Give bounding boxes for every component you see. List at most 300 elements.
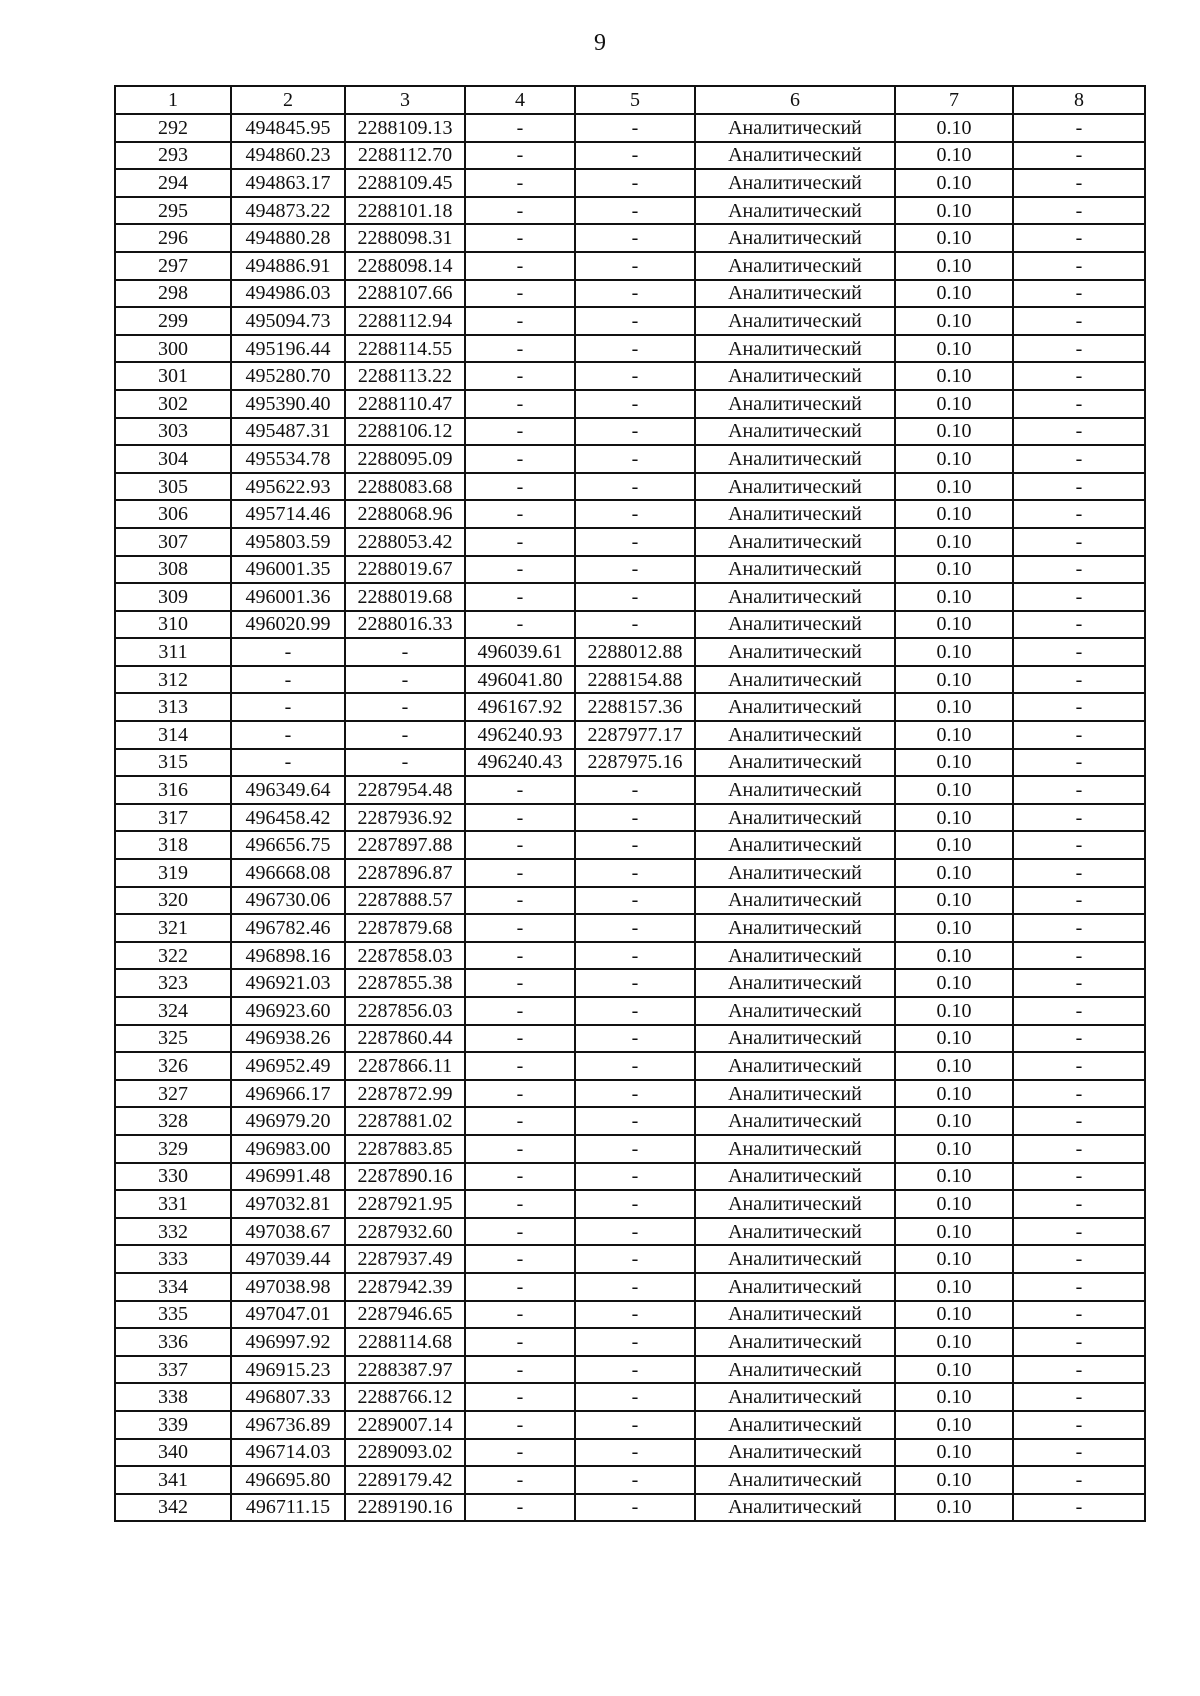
table-cell: 494986.03 [231, 280, 345, 308]
table-cell: 2287977.17 [575, 721, 695, 749]
page-number: 9 [594, 30, 606, 56]
table-cell: 2288012.88 [575, 638, 695, 666]
table-row [115, 1080, 1145, 1108]
table-cell: - [575, 997, 695, 1025]
table-cell: 0.10 [895, 362, 1013, 390]
table-cell: - [465, 1163, 575, 1191]
table-cell: - [575, 224, 695, 252]
table-cell: 0.10 [895, 390, 1013, 418]
table-cell: Аналитический [695, 1301, 895, 1329]
table-cell: - [1013, 638, 1145, 666]
table-cell: 2288098.31 [345, 224, 465, 252]
table-cell: 0.10 [895, 1273, 1013, 1301]
table-cell: - [575, 362, 695, 390]
column-header-3: 3 [345, 86, 465, 114]
column-header-8: 8 [1013, 86, 1145, 114]
table-cell: - [465, 473, 575, 501]
table-cell: 339 [115, 1411, 231, 1439]
table-cell: 332 [115, 1218, 231, 1246]
table-cell: 496656.75 [231, 831, 345, 859]
table-cell: - [1013, 1273, 1145, 1301]
table-cell: 0.10 [895, 1080, 1013, 1108]
table-cell: - [465, 224, 575, 252]
table-cell: 0.10 [895, 307, 1013, 335]
table-cell: 0.10 [895, 335, 1013, 363]
table-cell: - [1013, 942, 1145, 970]
table-row [115, 169, 1145, 197]
table-cell: 496167.92 [465, 693, 575, 721]
table-cell: 2288098.14 [345, 252, 465, 280]
table-cell: - [465, 1466, 575, 1494]
table-cell: 319 [115, 859, 231, 887]
table-cell: Аналитический [695, 307, 895, 335]
table-cell: - [1013, 197, 1145, 225]
table-cell: Аналитический [695, 749, 895, 777]
table-row [115, 114, 1145, 142]
table-cell: - [1013, 1356, 1145, 1384]
table-cell: 2288110.47 [345, 390, 465, 418]
table-cell: - [465, 197, 575, 225]
table-row [115, 335, 1145, 363]
table-cell: 310 [115, 611, 231, 639]
table-cell: - [1013, 418, 1145, 446]
table-cell: 327 [115, 1080, 231, 1108]
table-row [115, 583, 1145, 611]
table-cell: Аналитический [695, 252, 895, 280]
table-cell: 331 [115, 1190, 231, 1218]
table-cell: - [465, 556, 575, 584]
table-cell: 0.10 [895, 1301, 1013, 1329]
table-cell: Аналитический [695, 1080, 895, 1108]
table-cell: 2287975.16 [575, 749, 695, 777]
table-cell: Аналитический [695, 1025, 895, 1053]
table-cell: - [575, 445, 695, 473]
table-cell: - [575, 528, 695, 556]
table-cell: 306 [115, 500, 231, 528]
table-cell: 0.10 [895, 142, 1013, 170]
table-cell: 2287936.92 [345, 804, 465, 832]
table-cell: - [1013, 1494, 1145, 1522]
table-row [115, 1328, 1145, 1356]
table-cell: 0.10 [895, 969, 1013, 997]
table-cell: - [465, 1439, 575, 1467]
table-cell: 2289093.02 [345, 1439, 465, 1467]
table-cell: 2288106.12 [345, 418, 465, 446]
table-cell: 496714.03 [231, 1439, 345, 1467]
table-cell: Аналитический [695, 362, 895, 390]
table-cell: Аналитический [695, 1163, 895, 1191]
column-header-6: 6 [695, 86, 895, 114]
table-cell: - [1013, 887, 1145, 915]
table-cell: 2289179.42 [345, 1466, 465, 1494]
table-cell: 318 [115, 831, 231, 859]
table-cell: 311 [115, 638, 231, 666]
table-row [115, 997, 1145, 1025]
table-cell: 300 [115, 335, 231, 363]
table-cell: 325 [115, 1025, 231, 1053]
table-cell: 2287856.03 [345, 997, 465, 1025]
table-cell: - [575, 1301, 695, 1329]
table-cell: - [575, 1025, 695, 1053]
table-row [115, 721, 1145, 749]
table-cell: 2288157.36 [575, 693, 695, 721]
table-cell: - [1013, 914, 1145, 942]
table-cell: 2288114.55 [345, 335, 465, 363]
table-cell: - [1013, 1245, 1145, 1273]
table-cell: 0.10 [895, 749, 1013, 777]
table-cell: 0.10 [895, 418, 1013, 446]
table-cell: 496997.92 [231, 1328, 345, 1356]
table-cell: - [345, 666, 465, 694]
table-cell: - [465, 859, 575, 887]
table-cell: 301 [115, 362, 231, 390]
table-cell: - [465, 942, 575, 970]
table-cell: - [465, 169, 575, 197]
table-row [115, 1107, 1145, 1135]
table-cell: Аналитический [695, 1356, 895, 1384]
table-cell: - [465, 307, 575, 335]
table-cell: 2288109.13 [345, 114, 465, 142]
table-cell: Аналитический [695, 169, 895, 197]
table-cell: - [1013, 1218, 1145, 1246]
table-cell: 304 [115, 445, 231, 473]
table-cell: Аналитический [695, 1466, 895, 1494]
table-cell: - [1013, 583, 1145, 611]
table-cell: 2287897.88 [345, 831, 465, 859]
table-cell: - [1013, 1190, 1145, 1218]
table-cell: - [465, 1494, 575, 1522]
table-row [115, 528, 1145, 556]
table-cell: - [345, 638, 465, 666]
table-cell: 0.10 [895, 611, 1013, 639]
table-row [115, 142, 1145, 170]
table-cell: - [465, 418, 575, 446]
table-cell: 313 [115, 693, 231, 721]
table-cell: 495714.46 [231, 500, 345, 528]
table-cell: Аналитический [695, 142, 895, 170]
table-cell: 496695.80 [231, 1466, 345, 1494]
table-cell: Аналитический [695, 528, 895, 556]
table-cell: 496730.06 [231, 887, 345, 915]
table-row [115, 473, 1145, 501]
table-cell: - [575, 1218, 695, 1246]
table-cell: 0.10 [895, 280, 1013, 308]
table-cell: 309 [115, 583, 231, 611]
table-cell: - [465, 1218, 575, 1246]
table-cell: - [575, 804, 695, 832]
table-cell: - [1013, 362, 1145, 390]
table-cell: 0.10 [895, 528, 1013, 556]
table-row [115, 1383, 1145, 1411]
column-header-1: 1 [115, 86, 231, 114]
table-cell: 316 [115, 776, 231, 804]
table-cell: - [575, 1383, 695, 1411]
table-cell: 2287896.87 [345, 859, 465, 887]
table-cell: - [575, 1190, 695, 1218]
table-cell: - [575, 914, 695, 942]
table-cell: - [1013, 776, 1145, 804]
table-cell: 2287946.65 [345, 1301, 465, 1329]
table-cell: Аналитический [695, 583, 895, 611]
table-cell: 0.10 [895, 1494, 1013, 1522]
table-cell: - [1013, 1135, 1145, 1163]
table-cell: 496991.48 [231, 1163, 345, 1191]
table-cell: - [1013, 693, 1145, 721]
table-cell: 496923.60 [231, 997, 345, 1025]
table-cell: 495280.70 [231, 362, 345, 390]
table-cell: - [575, 142, 695, 170]
table-cell: 2288095.09 [345, 445, 465, 473]
table-cell: Аналитический [695, 1245, 895, 1273]
table-cell: 496001.35 [231, 556, 345, 584]
table-cell: 328 [115, 1107, 231, 1135]
table-cell: 0.10 [895, 224, 1013, 252]
table-cell: 297 [115, 252, 231, 280]
table-cell: - [231, 721, 345, 749]
table-cell: 341 [115, 1466, 231, 1494]
table-cell: Аналитический [695, 914, 895, 942]
table-cell: Аналитический [695, 418, 895, 446]
table-row [115, 1163, 1145, 1191]
table-cell: - [465, 969, 575, 997]
table-cell: 0.10 [895, 445, 1013, 473]
table-cell: 0.10 [895, 1466, 1013, 1494]
table-cell: Аналитический [695, 1135, 895, 1163]
table-cell: 0.10 [895, 997, 1013, 1025]
table-header [115, 86, 1145, 114]
table-cell: 2287890.16 [345, 1163, 465, 1191]
table-cell: - [465, 1383, 575, 1411]
table-cell: 2288154.88 [575, 666, 695, 694]
table-cell: - [1013, 142, 1145, 170]
table-row [115, 1273, 1145, 1301]
table-cell: 497032.81 [231, 1190, 345, 1218]
table-cell: - [575, 1273, 695, 1301]
table-cell: - [1013, 1439, 1145, 1467]
table-cell: 338 [115, 1383, 231, 1411]
table-cell: - [465, 997, 575, 1025]
table-cell: 330 [115, 1163, 231, 1191]
table-cell: 294 [115, 169, 231, 197]
table-cell: - [465, 362, 575, 390]
table-cell: - [465, 142, 575, 170]
table-row [115, 749, 1145, 777]
table-row [115, 280, 1145, 308]
table-cell: Аналитический [695, 831, 895, 859]
table-cell: 293 [115, 142, 231, 170]
table-cell: Аналитический [695, 1494, 895, 1522]
table-cell: 326 [115, 1052, 231, 1080]
table-cell: - [465, 280, 575, 308]
table-cell: 0.10 [895, 1383, 1013, 1411]
table-cell: - [575, 473, 695, 501]
table-cell: 2287932.60 [345, 1218, 465, 1246]
table-cell: - [575, 1163, 695, 1191]
table-cell: 2288083.68 [345, 473, 465, 501]
column-header-2: 2 [231, 86, 345, 114]
table-cell: Аналитический [695, 859, 895, 887]
table-cell: - [465, 831, 575, 859]
table-cell: 496938.26 [231, 1025, 345, 1053]
column-header-5: 5 [575, 86, 695, 114]
table-cell: 496039.61 [465, 638, 575, 666]
table-cell: - [1013, 473, 1145, 501]
table-cell: 303 [115, 418, 231, 446]
table-cell: 333 [115, 1245, 231, 1273]
table-cell: - [1013, 1301, 1145, 1329]
table-cell: 2287888.57 [345, 887, 465, 915]
table-cell: 298 [115, 280, 231, 308]
table-cell: 342 [115, 1494, 231, 1522]
table-cell: - [1013, 500, 1145, 528]
table-cell: - [465, 252, 575, 280]
table-row [115, 611, 1145, 639]
table-cell: - [1013, 1466, 1145, 1494]
table-cell: 307 [115, 528, 231, 556]
table-cell: 0.10 [895, 1439, 1013, 1467]
table-cell: - [575, 887, 695, 915]
table-cell: 496668.08 [231, 859, 345, 887]
table-cell: - [1013, 1107, 1145, 1135]
table-cell: 2288107.66 [345, 280, 465, 308]
table-row [115, 942, 1145, 970]
table-cell: 2288113.22 [345, 362, 465, 390]
table-cell: - [1013, 445, 1145, 473]
table-cell: - [1013, 666, 1145, 694]
table-row [115, 390, 1145, 418]
table-cell: - [465, 1052, 575, 1080]
table-row [115, 362, 1145, 390]
table-cell: 321 [115, 914, 231, 942]
table-cell: 496001.36 [231, 583, 345, 611]
table-cell: 496782.46 [231, 914, 345, 942]
table-cell: 0.10 [895, 1245, 1013, 1273]
table-cell: 496240.43 [465, 749, 575, 777]
table-cell: - [465, 1190, 575, 1218]
table-cell: 495094.73 [231, 307, 345, 335]
table-row [115, 500, 1145, 528]
table-cell: - [575, 114, 695, 142]
table-cell: - [575, 1052, 695, 1080]
table-cell: - [575, 1494, 695, 1522]
table-cell: - [575, 776, 695, 804]
table-cell: Аналитический [695, 666, 895, 694]
table-cell: Аналитический [695, 1107, 895, 1135]
table-cell: - [575, 1107, 695, 1135]
table-cell: 495622.93 [231, 473, 345, 501]
table-cell: 0.10 [895, 197, 1013, 225]
table-cell: 2287858.03 [345, 942, 465, 970]
table-cell: - [465, 887, 575, 915]
table-row [115, 859, 1145, 887]
table-cell: 494886.91 [231, 252, 345, 280]
table-cell: - [575, 1356, 695, 1384]
table-cell: 334 [115, 1273, 231, 1301]
table-cell: 495487.31 [231, 418, 345, 446]
table-cell: 0.10 [895, 804, 1013, 832]
table-cell: 2288112.94 [345, 307, 465, 335]
table-cell: Аналитический [695, 804, 895, 832]
table-cell: - [1013, 1052, 1145, 1080]
table-cell: 2288019.67 [345, 556, 465, 584]
table-cell: - [1013, 749, 1145, 777]
table-cell: Аналитический [695, 887, 895, 915]
table-cell: - [465, 1135, 575, 1163]
table-cell: - [345, 721, 465, 749]
table-cell: 337 [115, 1356, 231, 1384]
table-cell: 2287954.48 [345, 776, 465, 804]
table-cell: 0.10 [895, 556, 1013, 584]
table-cell: - [231, 638, 345, 666]
table-row [115, 693, 1145, 721]
table-cell: 302 [115, 390, 231, 418]
table-cell: 2287881.02 [345, 1107, 465, 1135]
table-cell: 2288114.68 [345, 1328, 465, 1356]
table-cell: - [465, 335, 575, 363]
table-cell: - [465, 390, 575, 418]
table-row [115, 556, 1145, 584]
table-cell: 0.10 [895, 831, 1013, 859]
table-cell: 314 [115, 721, 231, 749]
table-cell: 496915.23 [231, 1356, 345, 1384]
table-cell: - [465, 114, 575, 142]
table-cell: Аналитический [695, 224, 895, 252]
table-cell: - [465, 1245, 575, 1273]
table-cell: 495390.40 [231, 390, 345, 418]
header-row [115, 86, 1145, 114]
table-cell: 496979.20 [231, 1107, 345, 1135]
table-cell: 322 [115, 942, 231, 970]
table-cell: Аналитический [695, 611, 895, 639]
table-cell: 497038.67 [231, 1218, 345, 1246]
table-cell: - [1013, 1025, 1145, 1053]
table-cell: Аналитический [695, 1218, 895, 1246]
table-cell: - [1013, 611, 1145, 639]
table-row [115, 1218, 1145, 1246]
table-cell: 495534.78 [231, 445, 345, 473]
table-cell: Аналитический [695, 473, 895, 501]
table-cell: Аналитический [695, 1273, 895, 1301]
table-cell: - [465, 1411, 575, 1439]
table-cell: - [1013, 252, 1145, 280]
table-row [115, 252, 1145, 280]
table-row [115, 1494, 1145, 1522]
table-cell: 2288068.96 [345, 500, 465, 528]
table-row [115, 1466, 1145, 1494]
table-cell: 496711.15 [231, 1494, 345, 1522]
table-row [115, 666, 1145, 694]
table-cell: 336 [115, 1328, 231, 1356]
table-cell: 0.10 [895, 942, 1013, 970]
table-cell: - [575, 1466, 695, 1494]
table-cell: Аналитический [695, 1052, 895, 1080]
table-cell: - [575, 969, 695, 997]
table-cell: - [1013, 831, 1145, 859]
table-cell: 2288016.33 [345, 611, 465, 639]
table-cell: - [1013, 528, 1145, 556]
table-cell: - [231, 693, 345, 721]
table-cell: 308 [115, 556, 231, 584]
table-cell: 0.10 [895, 583, 1013, 611]
table-cell: Аналитический [695, 1190, 895, 1218]
table-cell: - [575, 831, 695, 859]
table-cell: - [1013, 556, 1145, 584]
table-cell: 0.10 [895, 1052, 1013, 1080]
table-cell: - [1013, 280, 1145, 308]
table-cell: Аналитический [695, 721, 895, 749]
table-cell: 2287860.44 [345, 1025, 465, 1053]
table-cell: - [231, 666, 345, 694]
